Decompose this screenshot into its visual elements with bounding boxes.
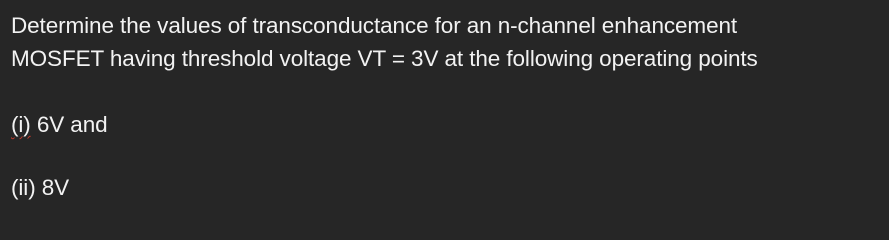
option-i-marker: (i) xyxy=(11,112,31,137)
option-i xyxy=(11,111,108,139)
option-ii: (ii) 8V xyxy=(11,175,70,200)
option-i-text: 6V and xyxy=(30,112,108,137)
question-line-1: Determine the values of transconductance for an n-channel enhancement xyxy=(11,13,738,38)
question-line-2: MOSFET having threshold voltage VT = 3V at the following operating points xyxy=(11,46,758,71)
